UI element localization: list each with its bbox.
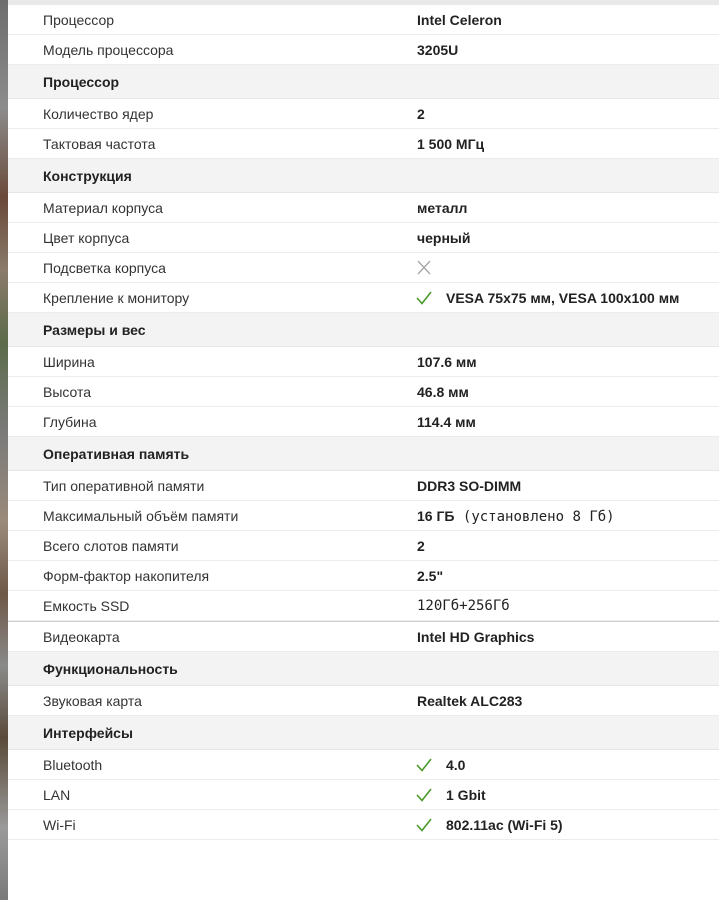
spec-value-text: 802.11ac (Wi-Fi 5) — [446, 817, 563, 833]
spec-value-text: Realtek ALC283 — [417, 693, 523, 709]
spec-label: Звуковая карта — [43, 693, 142, 709]
section-title: Размеры и вес — [43, 322, 146, 338]
spec-value-text: 1 Gbit — [446, 787, 486, 803]
spec-value — [446, 780, 486, 810]
check-icon — [415, 757, 433, 773]
spec-row — [8, 750, 719, 780]
spec-row — [8, 531, 719, 561]
spec-value — [417, 129, 484, 159]
spec-value-text: 1 500 МГц — [417, 136, 485, 152]
spec-row — [8, 501, 719, 531]
spec-value — [417, 591, 510, 621]
spec-row — [8, 223, 719, 253]
spec-value — [446, 283, 679, 313]
spec-value — [417, 501, 615, 532]
spec-row — [8, 35, 719, 65]
spec-label: Глубина — [43, 414, 97, 430]
spec-label: Емкость SSD — [43, 598, 130, 614]
spec-row — [8, 99, 719, 129]
section-header — [8, 652, 719, 686]
spec-row — [8, 283, 719, 313]
spec-table — [8, 5, 719, 840]
check-icon — [415, 787, 433, 803]
spec-label: Подсветка корпуса — [43, 260, 166, 276]
spec-value — [446, 750, 465, 780]
spec-row — [8, 377, 719, 407]
spec-label: Форм-фактор накопителя — [43, 568, 210, 584]
spec-value — [417, 471, 521, 501]
section-header — [8, 716, 719, 750]
spec-value — [417, 377, 469, 407]
spec-value-text: 2 — [417, 106, 425, 122]
spec-label: Крепление к монитору — [43, 290, 190, 306]
spec-value-text: Intel Celeron — [417, 12, 502, 28]
spec-value-text: 114.4 мм — [417, 414, 476, 430]
spec-row — [8, 129, 719, 159]
section-header — [8, 65, 719, 99]
spec-label: Высота — [43, 384, 92, 400]
section-title: Функциональность — [43, 661, 178, 677]
section-header — [8, 159, 719, 193]
spec-row — [8, 193, 719, 223]
spec-label: Тактовая частота — [43, 136, 156, 152]
spec-value — [446, 810, 563, 840]
spec-label: Ширина — [43, 354, 95, 370]
spec-row — [8, 5, 719, 35]
check-icon — [415, 817, 433, 833]
spec-row — [8, 622, 719, 652]
spec-value — [417, 223, 470, 253]
cross-icon — [415, 260, 433, 276]
spec-label: LAN — [43, 787, 71, 803]
spec-value — [417, 347, 477, 377]
spec-value-text: 120Гб+256Гб — [417, 598, 510, 614]
section-header — [8, 313, 719, 347]
spec-label: Wi-Fi — [43, 817, 76, 833]
spec-value — [417, 622, 534, 652]
spec-row — [8, 253, 719, 283]
spec-row — [8, 561, 719, 591]
spec-value-text: 46.8 мм — [417, 384, 469, 400]
spec-label: Количество ядер — [43, 106, 154, 122]
spec-value-text: 3205U — [417, 42, 459, 58]
section-title: Процессор — [43, 74, 120, 90]
section-title: Оперативная память — [43, 446, 190, 462]
spec-value-text: металл — [417, 200, 468, 216]
spec-value-text: VESA 75x75 мм, VESA 100x100 мм — [446, 290, 680, 306]
section-title: Интерфейсы — [43, 725, 133, 741]
spec-value — [417, 5, 502, 35]
spec-value-note: (установлено 8 Гб) — [454, 509, 615, 525]
spec-row — [8, 471, 719, 501]
left-background-strip — [0, 0, 8, 900]
spec-row — [8, 686, 719, 716]
spec-label: Всего слотов памяти — [43, 538, 179, 554]
spec-label: Тип оперативной памяти — [43, 478, 205, 494]
spec-row — [8, 810, 719, 840]
spec-label: Видеокарта — [43, 629, 120, 645]
spec-label: Материал корпуса — [43, 200, 163, 216]
spec-label: Максимальный объём памяти — [43, 508, 239, 524]
spec-value — [417, 686, 522, 716]
spec-value-text: 16 ГБ — [417, 508, 455, 524]
spec-value — [417, 407, 476, 437]
spec-row — [8, 407, 719, 437]
spec-value-text: Intel HD Graphics — [417, 629, 535, 645]
spec-label: Bluetooth — [43, 757, 103, 773]
spec-value-text: DDR3 SO-DIMM — [417, 478, 522, 494]
spec-label: Модель процессора — [43, 42, 174, 58]
section-title: Конструкция — [43, 168, 132, 184]
spec-label: Цвет корпуса — [43, 230, 130, 246]
spec-label: Процессор — [43, 12, 115, 28]
spec-value — [417, 561, 443, 591]
spec-value — [417, 99, 425, 129]
spec-value-text: черный — [417, 230, 471, 246]
spec-value-text: 107.6 мм — [417, 354, 477, 370]
section-header — [8, 437, 719, 471]
spec-row — [8, 347, 719, 377]
spec-value-text: 2 — [417, 538, 425, 554]
spec-value-text: 4.0 — [446, 757, 466, 773]
spec-value — [417, 35, 458, 65]
spec-value — [417, 193, 467, 223]
spec-row — [8, 591, 719, 621]
spec-value — [417, 531, 425, 561]
check-icon — [415, 290, 433, 306]
spec-row — [8, 780, 719, 810]
spec-value-text: 2.5" — [417, 568, 444, 584]
